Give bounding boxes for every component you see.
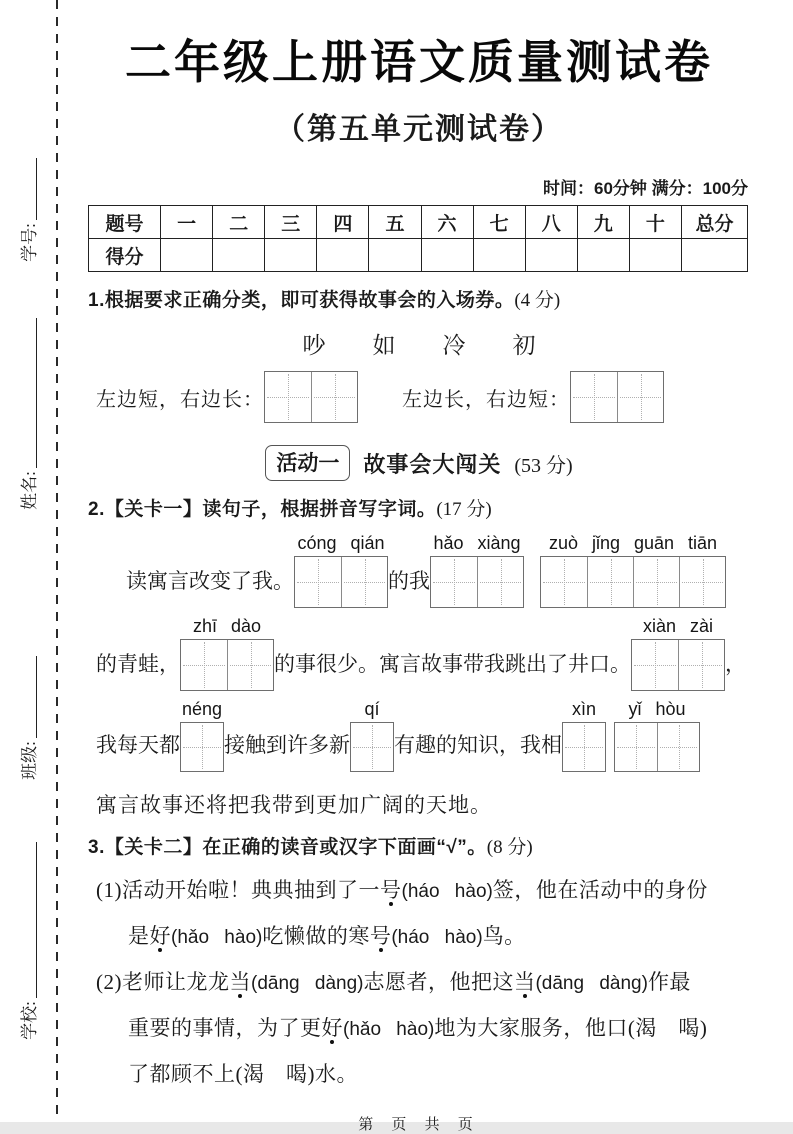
page-title: 二年级上册语文质量测试卷	[125, 36, 713, 88]
writing-cell	[617, 372, 663, 422]
writing-cell	[341, 557, 387, 607]
writing-cell	[615, 723, 657, 771]
header-cell: 二	[213, 206, 265, 239]
question-3-score: (8 分)	[486, 837, 533, 858]
pinyin-xin: xìn	[571, 699, 596, 719]
q2-text: 我每天都	[96, 733, 180, 757]
writing-cell	[431, 557, 477, 607]
pinyin-writing-unit	[631, 616, 725, 691]
score-empty-cell	[577, 239, 629, 272]
binding-dashed-line	[56, 0, 58, 1122]
header-cell: 十	[629, 206, 681, 239]
writing-cell	[563, 723, 605, 771]
emphasized-char: 号	[380, 878, 402, 902]
student-id-blank-line	[23, 158, 37, 220]
header-cell: 五	[369, 206, 421, 239]
paper-content	[88, 0, 750, 1134]
student-id-label: 学号:	[20, 223, 39, 262]
header-cell: 一	[161, 206, 213, 239]
activity-title: 故事会大闯关	[363, 451, 502, 477]
page-footer: 第 页 共 页	[358, 1116, 480, 1133]
score-empty-cell	[473, 239, 525, 272]
answer-grid-box	[264, 371, 358, 423]
answer-grid-box	[614, 722, 700, 772]
question-3-heading	[88, 832, 750, 859]
pinyin-writing-unit	[562, 699, 606, 772]
q3-text: 重要的事情，为了更	[128, 1016, 322, 1040]
pinyin-writing-unit	[614, 699, 700, 772]
writing-cell	[541, 557, 587, 607]
emphasized-char: 当	[229, 970, 251, 994]
score-table	[88, 205, 748, 272]
page-subtitle: （第五单元测试卷）	[275, 113, 563, 146]
score-empty-cell	[421, 239, 473, 272]
score-empty-cell	[161, 239, 213, 272]
emphasized-char: 好	[321, 1016, 343, 1040]
class-label: 班级:	[20, 741, 39, 780]
char-chu: 初	[512, 333, 536, 358]
score-row-label: 得分	[89, 239, 161, 272]
q2-text: 的事很少。寓言故事带我跳出了井口。	[274, 652, 631, 676]
pinyin-xian-zai: xiàn zài	[642, 616, 714, 636]
header-cell: 八	[525, 206, 577, 239]
sidebar-name	[18, 306, 42, 522]
writing-cell	[657, 723, 699, 771]
q3-item1-line2	[88, 914, 750, 960]
school-blank-line	[23, 842, 37, 998]
char-chao: 吵	[302, 333, 326, 358]
answer-grid-box	[631, 639, 725, 691]
question-2-text: 2.【关卡一】读句子，根据拼音写字词。	[88, 499, 437, 520]
question-1-text: 1.根据要求正确分类，即可获得故事会的入场券。	[88, 290, 515, 311]
pinyin-choice: (dāng dàng)	[251, 973, 364, 994]
q2-text: ，	[725, 652, 746, 676]
pinyin-writing-unit	[540, 533, 726, 608]
char-leng: 冷	[442, 333, 466, 358]
pinyin-neng: néng	[181, 699, 223, 719]
score-empty-cell	[265, 239, 317, 272]
pinyin-writing-unit	[180, 699, 224, 772]
writing-cell	[295, 557, 341, 607]
writing-cell	[571, 372, 617, 422]
activity-badge: 活动一	[265, 445, 350, 481]
header-cell: 七	[473, 206, 525, 239]
name-label: 姓名:	[20, 471, 39, 510]
writing-cell	[311, 372, 357, 422]
writing-cell	[633, 557, 679, 607]
score-empty-cell	[525, 239, 577, 272]
pinyin-yi-hou: yǐ hòu	[628, 699, 686, 719]
pinyin-choice: (hǎo hào)	[171, 927, 263, 948]
pinyin-zuo-jing-guan-tian: zuò jǐng guān tiān	[548, 533, 718, 553]
pinyin-zhi-dao: zhī dào	[192, 616, 262, 636]
sidebar-class	[18, 643, 42, 793]
q3-item1-line1	[88, 868, 750, 914]
header-cell: 六	[421, 206, 473, 239]
question-1-heading	[88, 285, 750, 312]
score-table-score-row	[89, 239, 748, 272]
left-short-right-long-label: 左边短，右边长：	[96, 388, 264, 411]
q2-fill-line-3	[88, 699, 750, 772]
question-2-heading	[88, 494, 750, 521]
header-cell: 三	[265, 206, 317, 239]
writing-cell	[181, 640, 227, 690]
writing-cell	[678, 640, 724, 690]
answer-grid-box	[294, 556, 388, 608]
q2-closing-line: 寓言故事还将把我带到更加广阔的天地。	[96, 793, 492, 817]
writing-cell	[679, 557, 725, 607]
q3-text: 签，他在活动中的身份	[492, 878, 708, 902]
score-empty-cell	[681, 239, 747, 272]
answer-grid-box	[562, 722, 606, 772]
header-cell: 题号	[89, 206, 161, 239]
question-1-score: (4 分)	[514, 290, 561, 311]
exam-meta: 时间：60分钟 满分：100分	[543, 179, 748, 198]
q2-fill-line-1	[88, 533, 750, 608]
writing-cell	[351, 723, 393, 771]
pinyin-choice: (háo hào)	[401, 881, 493, 902]
score-table-header-row	[89, 206, 748, 239]
school-label: 学校:	[20, 1001, 39, 1040]
pinyin-writing-unit	[350, 699, 394, 772]
answer-grid-box	[180, 722, 224, 772]
pinyin-choice: (hǎo hào)	[343, 1019, 435, 1040]
pinyin-writing-unit	[430, 533, 524, 608]
q2-text: 的青蛙，	[96, 652, 180, 676]
emphasized-char: 好	[149, 924, 171, 948]
question-1-characters	[88, 327, 750, 360]
header-cell: 九	[577, 206, 629, 239]
left-long-right-short-label: 左边长，右边短：	[402, 388, 570, 411]
activity-banner	[88, 445, 750, 481]
pinyin-hao-xiang: hǎo xiàng	[433, 533, 521, 553]
q2-text: 有趣的知识，我相	[394, 733, 562, 757]
writing-cell	[265, 372, 311, 422]
pinyin-writing-unit	[180, 616, 274, 691]
question-3-text: 3.【关卡二】在正确的读音或汉字下面画“√”。	[88, 837, 487, 858]
answer-grid-box	[570, 371, 664, 423]
writing-cell	[587, 557, 633, 607]
class-blank-line	[23, 656, 37, 738]
emphasized-char: 号	[369, 924, 392, 948]
score-empty-cell	[213, 239, 265, 272]
score-empty-cell	[629, 239, 681, 272]
writing-cell	[181, 723, 223, 771]
pinyin-qi: qí	[364, 699, 380, 719]
answer-grid-box	[350, 722, 394, 772]
pinyin-choice: (háo hào)	[391, 927, 483, 948]
q3-text: 是	[128, 924, 150, 948]
q3-text: 作最	[647, 970, 691, 994]
score-empty-cell	[369, 239, 421, 272]
writing-cell	[632, 640, 678, 690]
sidebar-school	[18, 831, 42, 1051]
q3-text: 了都顾不上(渴 喝)水。	[128, 1062, 358, 1086]
q3-text: (2)老师让龙龙	[96, 970, 230, 994]
header-cell: 四	[317, 206, 369, 239]
q2-fill-line-2	[88, 616, 750, 691]
sidebar-student-id	[18, 145, 42, 275]
header-cell: 总分	[681, 206, 747, 239]
q3-text: 吃懒做的寒	[262, 924, 370, 948]
pinyin-writing-unit	[294, 533, 388, 608]
answer-grid-box	[540, 556, 726, 608]
q3-item2-line2	[88, 1006, 750, 1052]
q2-text: 的我	[388, 569, 430, 593]
writing-cell	[227, 640, 273, 690]
pinyin-choice: (dāng dàng)	[535, 973, 648, 994]
q3-item2-line3	[88, 1052, 750, 1097]
char-choice: (渴 喝)	[627, 1016, 708, 1040]
q2-text: 读寓言改变了我。	[126, 569, 294, 593]
q3-text: 志愿者，他把这	[363, 970, 514, 994]
q3-text: (1)活动开始啦！典典抽到了一	[96, 878, 380, 902]
q3-item2-line1	[88, 960, 750, 1006]
q3-text: 地为大家服务，他口	[434, 1016, 628, 1040]
name-blank-line	[23, 318, 37, 468]
writing-cell	[477, 557, 523, 607]
question-2-score: (17 分)	[436, 499, 492, 520]
q3-text: 鸟。	[482, 924, 526, 948]
activity-score: (53 分)	[514, 454, 573, 477]
question-1-answers	[88, 371, 750, 423]
pinyin-cong-qian: cóng qián	[297, 533, 385, 553]
q2-text: 接触到许多新	[224, 733, 350, 757]
score-empty-cell	[317, 239, 369, 272]
answer-grid-box	[430, 556, 524, 608]
answer-grid-box	[180, 639, 274, 691]
emphasized-char: 当	[513, 970, 536, 994]
char-ru: 如	[372, 333, 396, 358]
